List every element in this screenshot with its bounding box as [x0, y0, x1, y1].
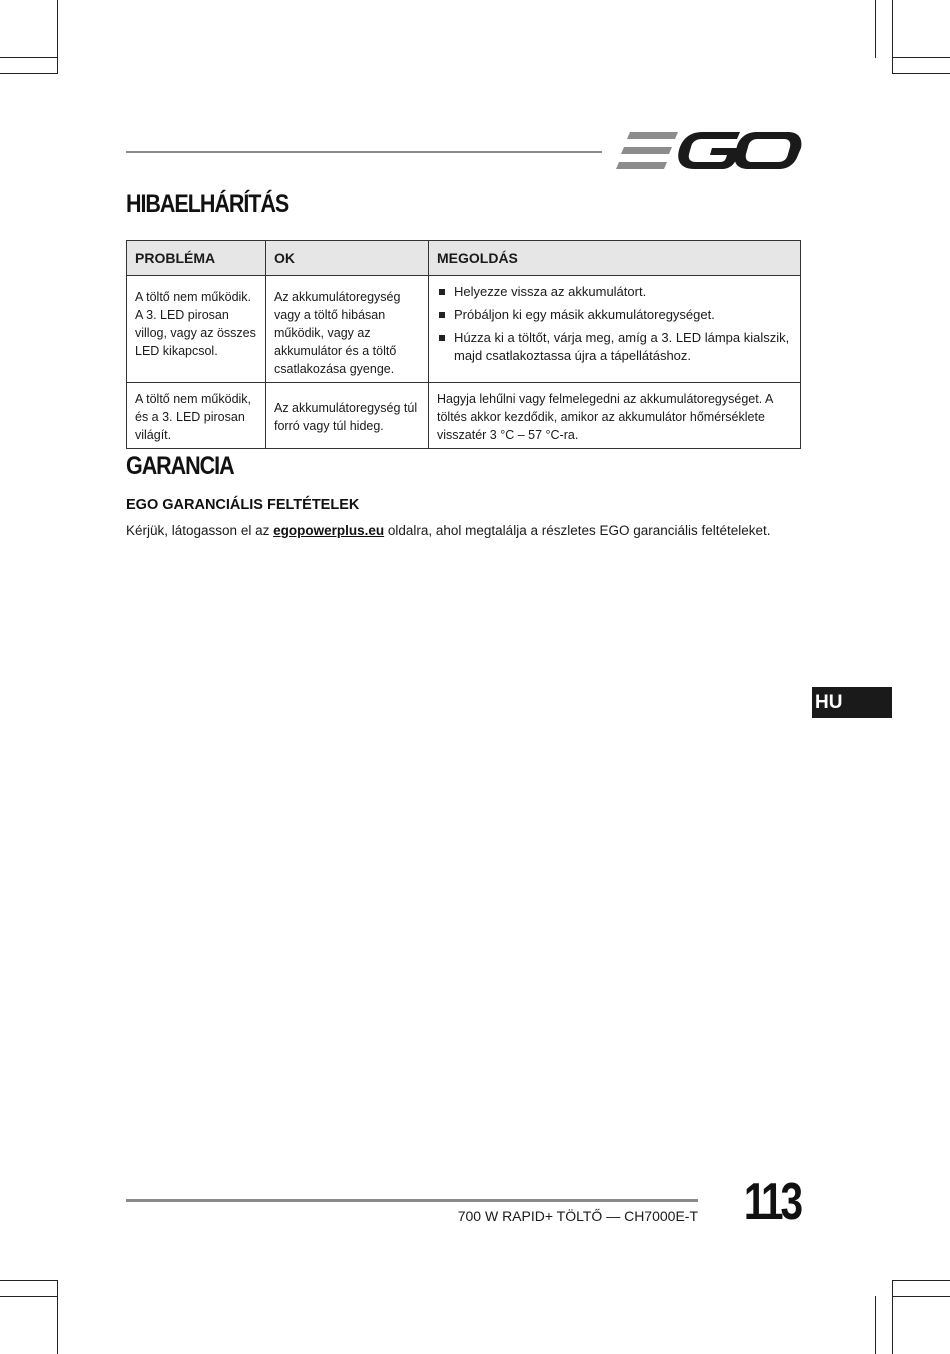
column-header-cause: OK [266, 241, 429, 276]
cause-cell: Az akkumulátoregység vagy a töltő hibásan működik, vagy az akkumulátor és a töltő csatlakozása gyenge. [266, 276, 429, 383]
column-header-problem: PROBLÉMA [127, 241, 266, 276]
ego-logo [616, 128, 802, 174]
header-rule [126, 151, 602, 153]
crop-mark [892, 1280, 950, 1281]
crop-mark [0, 1296, 58, 1297]
footer-product-name: 700 W RAPID+ TÖLTŐ — CH7000E-T [457, 1208, 698, 1224]
warranty-link[interactable]: egopowerplus.eu [273, 523, 385, 538]
page-number: 113 [743, 1173, 800, 1231]
bullet-square-icon [439, 335, 445, 341]
warranty-title: GARANCIA [126, 452, 234, 480]
bullet-square-icon [439, 312, 445, 318]
crop-mark [892, 0, 893, 74]
problem-cell: A töltő nem működik, és a 3. LED pirosan világít. [127, 383, 266, 449]
solution-list [437, 283, 792, 365]
crop-mark [875, 0, 876, 58]
troubleshooting-table [126, 240, 801, 449]
crop-mark [892, 73, 950, 74]
crop-mark [892, 1296, 950, 1297]
list-item [437, 283, 792, 301]
warranty-text-before: Kérjük, látogasson el az [126, 523, 274, 538]
solution-cell: Hagyja lehűlni vagy felmelegedni az akkumulátoregységet. A töltés akkor kezdődik, amikor az akkumulátor hőmérséklete visszatér 3 °C – 57 °C-ra. [429, 383, 801, 449]
warranty-text-after: oldalra, ahol megtalálja a részletes EGO garanciális feltételeket. [384, 523, 771, 538]
crop-mark [892, 1280, 893, 1354]
troubleshooting-title: HIBAELHÁRÍTÁS [126, 190, 289, 218]
crop-mark [57, 1280, 58, 1354]
crop-mark [57, 0, 58, 74]
solution-text: Helyezze vissza az akkumulátort. [454, 284, 647, 299]
crop-mark [0, 73, 58, 74]
language-tab: HU [812, 687, 892, 718]
bullet-square-icon [439, 289, 445, 295]
crop-mark [0, 1280, 58, 1281]
table-header-row [127, 241, 801, 276]
warranty-subtitle: EGO GARANCIÁLIS FELTÉTELEK [126, 497, 360, 513]
crop-mark [892, 57, 950, 58]
list-item [437, 306, 792, 324]
solution-text: Próbáljon ki egy másik akkumulátoregységet. [454, 307, 715, 322]
problem-cell: A töltő nem működik. A 3. LED pirosan villog, vagy az összes LED kikapcsol. [127, 276, 266, 383]
crop-mark [0, 57, 58, 58]
crop-mark [875, 1296, 876, 1354]
column-header-solution: MEGOLDÁS [429, 241, 801, 276]
solution-text: Húzza ki a töltőt, várja meg, amíg a 3. LED lámpa kialszik, majd csatlakoztassa újra a tápellátáshoz. [454, 330, 790, 363]
solution-cell [429, 276, 801, 383]
warranty-text [126, 523, 771, 538]
footer-rule [126, 1199, 698, 1202]
list-item [437, 329, 792, 365]
table-row [127, 276, 801, 383]
table-row [127, 383, 801, 449]
cause-cell: Az akkumulátoregység túl forró vagy túl hideg. [266, 383, 429, 449]
